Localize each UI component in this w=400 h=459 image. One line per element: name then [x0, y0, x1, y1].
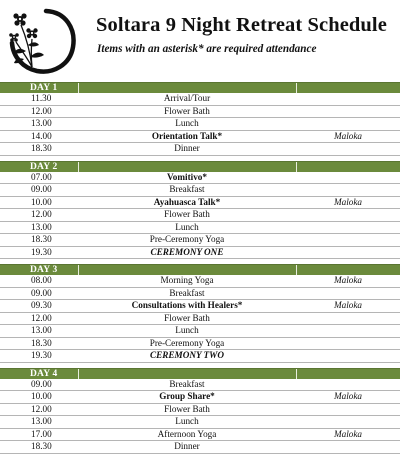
- row-time: 18.30: [31, 234, 52, 244]
- day-header: [0, 368, 400, 379]
- schedule-row: [0, 404, 400, 417]
- schedule-row: [0, 172, 400, 185]
- row-event: Lunch: [175, 221, 199, 232]
- day-section: [0, 82, 400, 156]
- row-location: Maloka: [333, 275, 363, 285]
- day-header: [0, 264, 400, 275]
- row-time: 12.00: [31, 403, 52, 414]
- row-time: 12.00: [31, 209, 52, 219]
- row-location: Maloka: [333, 130, 363, 141]
- schedule-row: [0, 391, 400, 404]
- day-header-cell: [296, 369, 297, 379]
- row-event: Breakfast: [169, 378, 205, 389]
- schedule-row: [0, 222, 400, 235]
- schedule-row: [0, 93, 400, 106]
- row-time: 10.00: [31, 196, 52, 207]
- day-label: DAY 3: [30, 265, 58, 275]
- row-time: 18.30: [31, 441, 52, 451]
- row-event: CEREMONY TWO: [150, 350, 224, 360]
- day-header: [0, 82, 400, 93]
- row-event: Orientation Talk*: [151, 130, 223, 141]
- day-section: [0, 161, 400, 260]
- row-event: Arrival/Tour: [163, 93, 211, 103]
- row-event: Ayahuasca Talk*: [153, 196, 221, 207]
- schedule-row: [0, 131, 400, 144]
- row-event: Flower Bath: [164, 105, 210, 116]
- row-location: Maloka: [333, 300, 363, 310]
- row-location: Maloka: [333, 196, 363, 207]
- row-time: 09.00: [31, 378, 52, 389]
- row-event: Flower Bath: [164, 209, 210, 219]
- row-event: Vomitivo*: [167, 171, 207, 182]
- schedule-table: [0, 82, 400, 459]
- day-header-cell: [296, 265, 297, 275]
- lotus-flower-logo-icon: [6, 7, 78, 75]
- schedule-row: [0, 325, 400, 338]
- row-location: Maloka: [333, 428, 363, 439]
- page-subtitle: Items with an asterisk* are required attendance: [97, 43, 317, 55]
- day-header-cell: [296, 162, 297, 172]
- row-time: 08.00: [31, 275, 52, 285]
- row-time: 09.00: [31, 287, 52, 298]
- day-header-cell: [78, 162, 79, 172]
- row-time: 17.00: [31, 428, 52, 439]
- row-time: 10.00: [31, 391, 52, 401]
- row-event: Group Share*: [159, 391, 215, 401]
- page-header: [0, 0, 400, 76]
- schedule-row: [0, 313, 400, 326]
- row-event: Breakfast: [169, 287, 205, 298]
- row-event: Afternoon Yoga: [157, 428, 217, 439]
- day-header-cell: [78, 369, 79, 379]
- row-event: Lunch: [175, 325, 199, 335]
- schedule-row: [0, 197, 400, 210]
- schedule-row: [0, 209, 400, 222]
- day-header-cell: [78, 265, 79, 275]
- schedule-row: [0, 416, 400, 429]
- row-event: Dinner: [174, 143, 200, 153]
- schedule-row: [0, 234, 400, 247]
- page-title: Soltara 9 Night Retreat Schedule: [96, 14, 387, 36]
- schedule-row: [0, 247, 400, 260]
- schedule-row: [0, 143, 400, 156]
- schedule-row: [0, 118, 400, 131]
- row-time: 12.00: [31, 312, 52, 323]
- day-header-cell: [296, 83, 297, 93]
- row-time: 13.00: [31, 221, 52, 232]
- row-event: Pre-Ceremony Yoga: [149, 234, 225, 244]
- schedule-row: [0, 300, 400, 313]
- row-location: Maloka: [333, 391, 363, 401]
- day-label: DAY 4: [30, 368, 58, 379]
- schedule-row: [0, 441, 400, 454]
- row-event: Flower Bath: [164, 403, 210, 414]
- day-label: DAY 1: [30, 83, 58, 93]
- day-label: DAY 2: [30, 161, 58, 172]
- schedule-row: [0, 288, 400, 301]
- row-time: 14.00: [31, 130, 52, 141]
- row-time: 07.00: [31, 171, 52, 182]
- schedule-row: [0, 275, 400, 288]
- row-event: Lunch: [175, 416, 199, 426]
- day-header: [0, 161, 400, 172]
- row-event: Pre-Ceremony Yoga: [149, 337, 225, 348]
- day-section: [0, 264, 400, 363]
- row-time: 12.00: [31, 105, 52, 116]
- row-time: 18.30: [31, 143, 52, 153]
- row-event: Breakfast: [169, 184, 205, 194]
- schedule-row: [0, 350, 400, 363]
- schedule-row: [0, 379, 400, 392]
- row-time: 13.00: [31, 416, 52, 426]
- row-time: 09.30: [31, 300, 52, 310]
- day-section: [0, 368, 400, 454]
- schedule-row: [0, 106, 400, 119]
- row-time: 09.00: [31, 184, 52, 194]
- day-header-cell: [78, 83, 79, 93]
- row-time: 19.30: [31, 350, 52, 360]
- row-time: 19.30: [31, 246, 52, 257]
- row-time: 13.00: [31, 325, 52, 335]
- row-event: Flower Bath: [164, 312, 210, 323]
- row-event: Morning Yoga: [160, 275, 214, 285]
- row-time: 18.30: [31, 337, 52, 348]
- row-event: Dinner: [174, 441, 200, 451]
- schedule-row: [0, 184, 400, 197]
- schedule-row: [0, 429, 400, 442]
- row-event: Lunch: [175, 118, 199, 128]
- row-time: 13.00: [31, 118, 52, 128]
- row-time: 11.30: [31, 93, 52, 103]
- schedule-row: [0, 338, 400, 351]
- row-event: Consultations with Healers*: [131, 300, 243, 310]
- row-event: CEREMONY ONE: [150, 246, 224, 257]
